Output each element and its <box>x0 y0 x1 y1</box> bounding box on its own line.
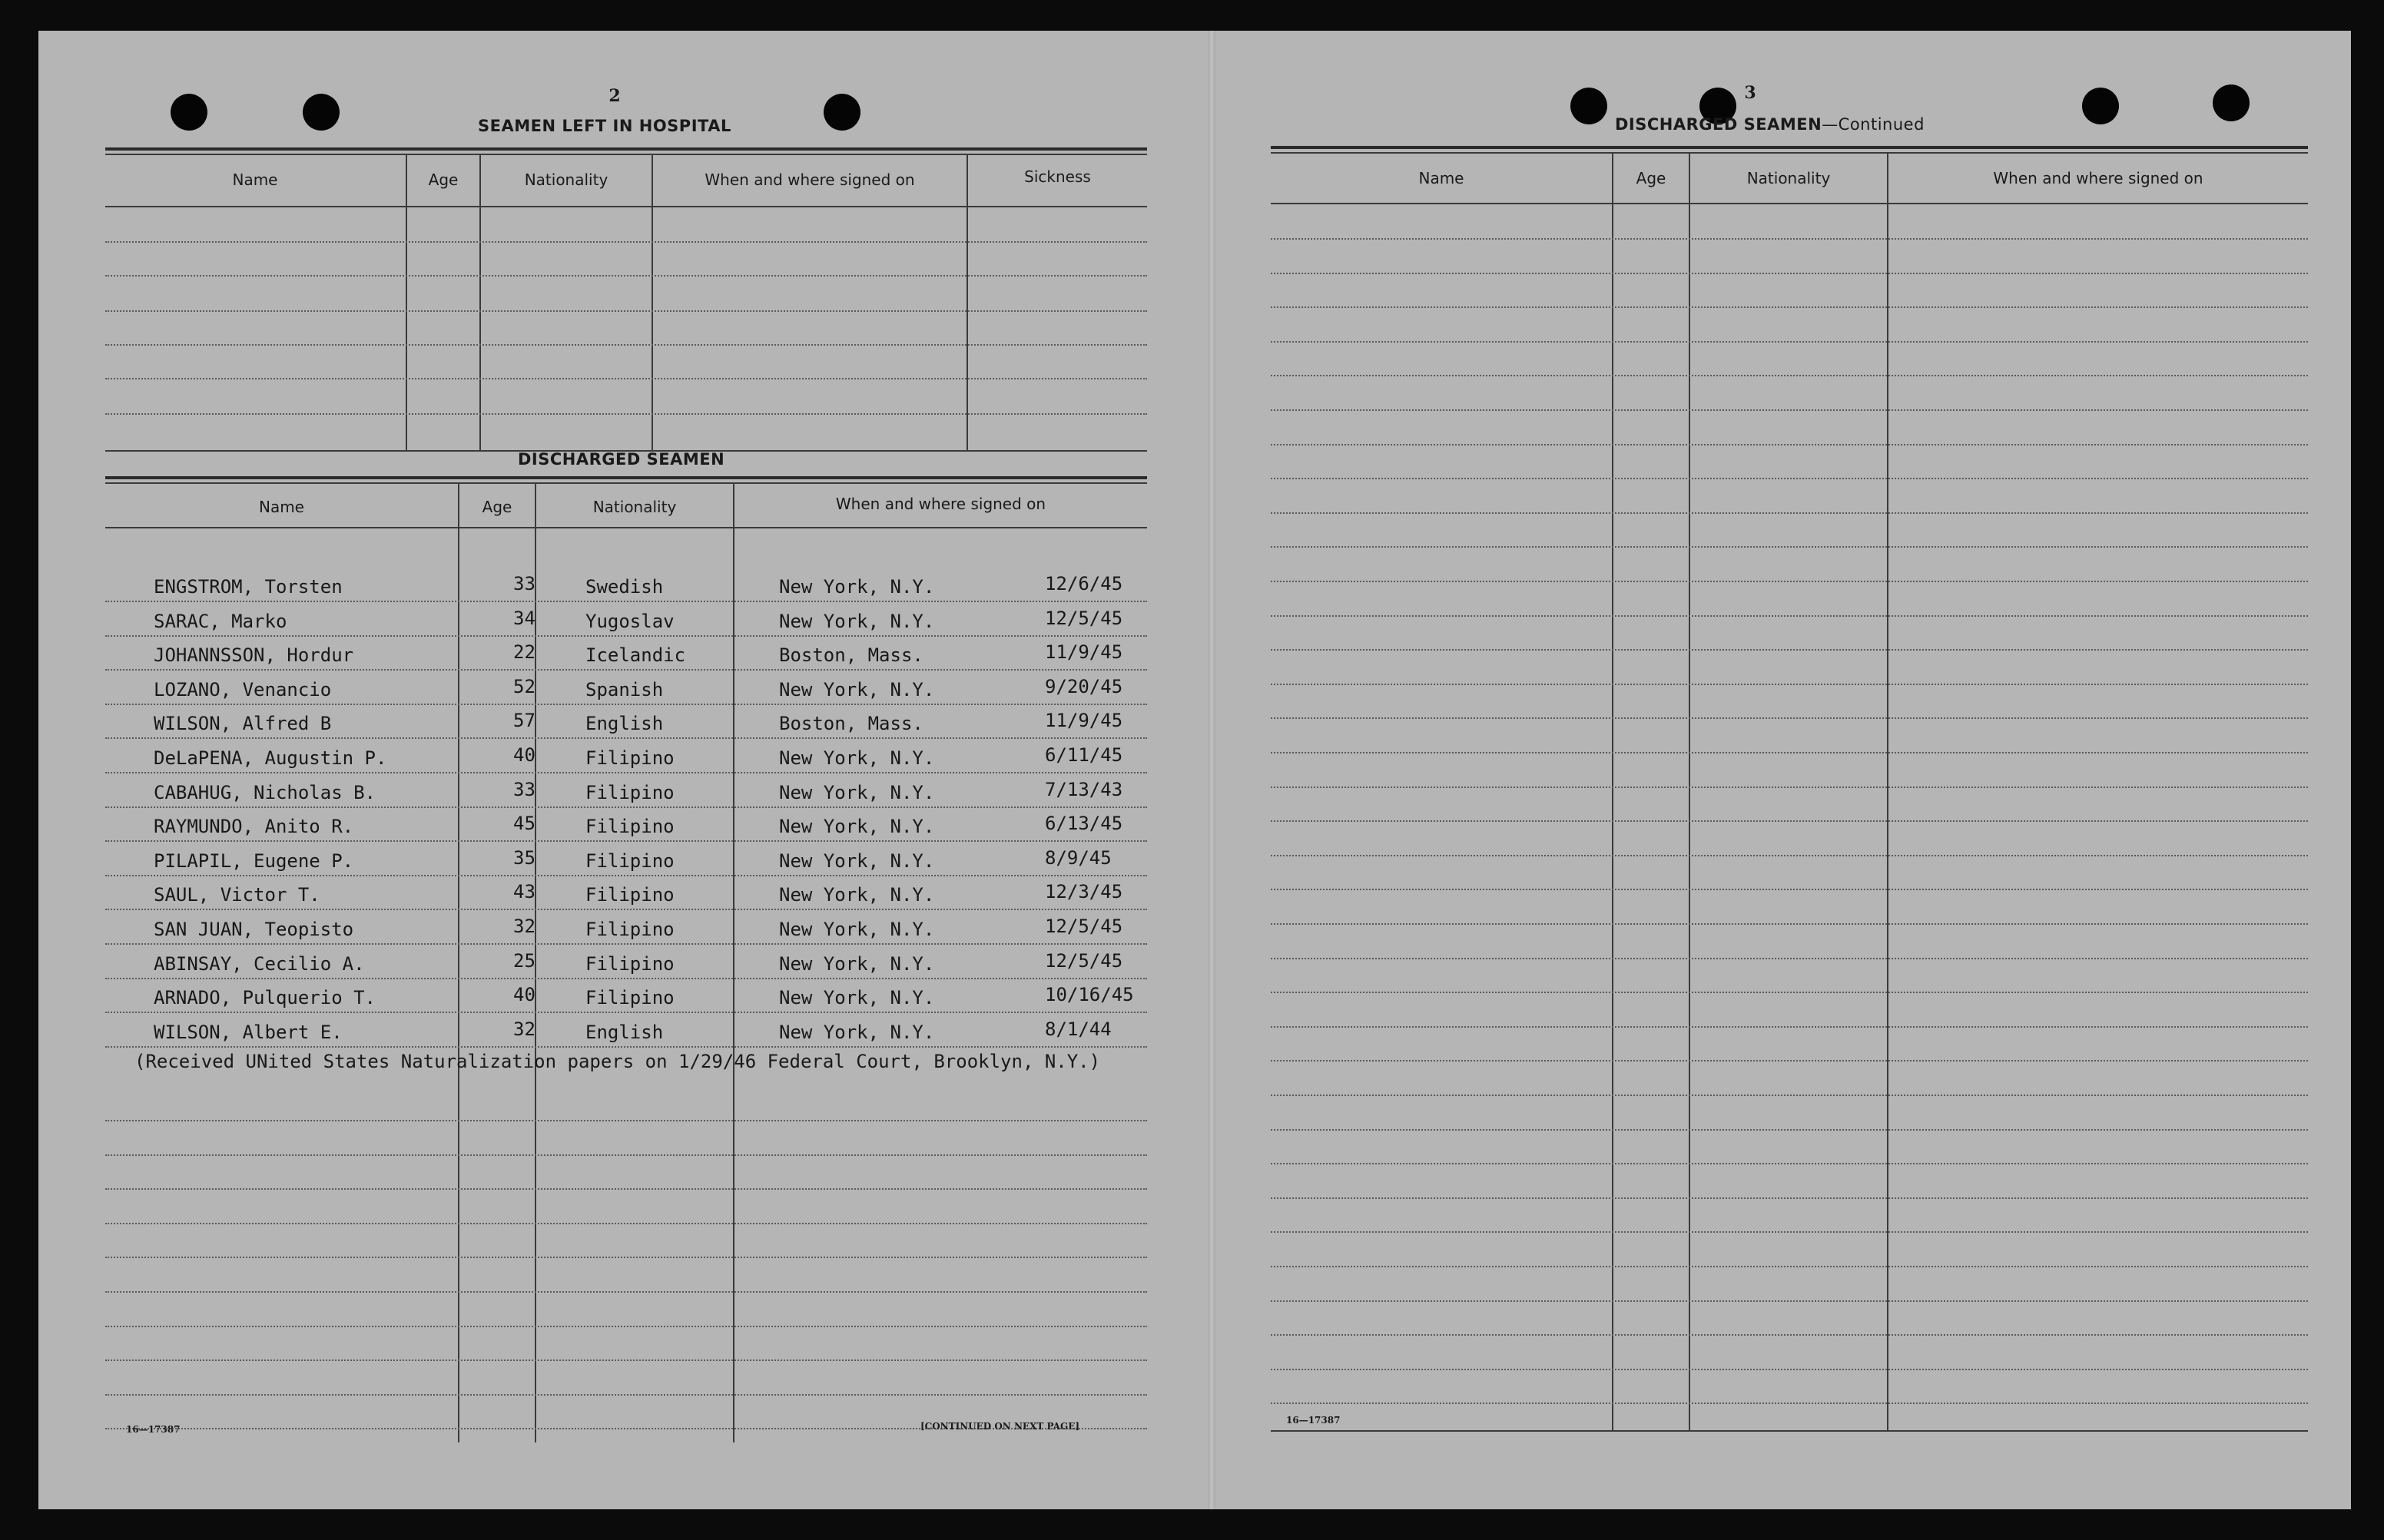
discharged-cell-age: 32 <box>513 1018 535 1040</box>
row-rule <box>105 704 1147 705</box>
discharged-cell-date: 9/20/45 <box>1045 675 1123 697</box>
right-rule <box>1271 375 2308 376</box>
right-rule <box>1271 546 2308 548</box>
right-page-number: 3 <box>1744 83 1756 103</box>
right-rule <box>1271 341 2308 343</box>
discharged-cell-date: 12/3/45 <box>1045 881 1123 903</box>
discharged-cell-age: 40 <box>513 744 535 766</box>
document-sheet <box>38 31 2351 1509</box>
discharged-cell-nationality: Filipino <box>585 781 675 803</box>
discharged-cell-place: Boston, Mass. <box>779 713 923 735</box>
right-rule <box>1271 1300 2308 1302</box>
hospital-section-title: SEAMEN LEFT IN HOSPITAL <box>478 117 731 135</box>
right-col-age: Age <box>1636 169 1666 187</box>
right-rule <box>1271 787 2308 788</box>
right-section-title <box>1615 115 1925 134</box>
discharged-cell-age: 43 <box>513 881 535 903</box>
hospital-col-nationality: Nationality <box>524 171 608 189</box>
right-rule <box>1271 444 2308 445</box>
row-rule <box>105 1012 1147 1013</box>
hospital-col-signed-on: When and where signed on <box>705 171 915 189</box>
discharged-cell-place: New York, N.Y. <box>779 678 935 700</box>
punch-hole <box>2213 84 2250 121</box>
punch-hole <box>171 94 207 131</box>
discharged-col-age: Age <box>482 498 512 516</box>
discharged-cell-name: WILSON, Alfred B <box>154 713 332 735</box>
blank-rule <box>105 1326 1147 1327</box>
discharged-cell-age: 25 <box>513 949 535 972</box>
discharged-cell-date: 12/5/45 <box>1045 949 1123 972</box>
discharged-cell-place: New York, N.Y. <box>779 987 935 1009</box>
row-rule <box>105 909 1147 910</box>
row-rule <box>105 635 1147 637</box>
discharged-cell-age: 33 <box>513 573 535 594</box>
discharged-cell-place: New York, N.Y. <box>779 816 935 838</box>
discharged-cell-date: 7/13/43 <box>1045 778 1123 800</box>
right-rule <box>1271 581 2308 582</box>
naturalization-note: (Received UNited States Naturalization papers on 1/29/46 Federal Court, Brooklyn, N.Y.) <box>134 1051 1101 1072</box>
row-rule <box>105 875 1147 876</box>
discharged-cell-name: SARAC, Marko <box>154 610 287 632</box>
discharged-cell-nationality: Icelandic <box>585 644 686 667</box>
right-rule <box>1271 923 2308 925</box>
right-section-title-suffix: —Continued <box>1822 115 1925 134</box>
blank-rule <box>105 1360 1147 1361</box>
discharged-cell-nationality: Filipino <box>585 952 675 975</box>
discharged-cell-place: New York, N.Y. <box>779 849 935 872</box>
blank-rule <box>105 1120 1147 1121</box>
right-form-number: 16—17387 <box>1286 1415 1341 1426</box>
right-rule <box>1271 273 2308 274</box>
discharged-cell-date: 10/16/45 <box>1045 984 1134 1006</box>
discharged-cell-age: 22 <box>513 641 535 664</box>
right-rule <box>1271 1334 2308 1336</box>
discharged-cell-nationality: Filipino <box>585 747 675 769</box>
right-rule <box>1271 1095 2308 1096</box>
discharged-cell-age: 45 <box>513 813 535 835</box>
right-col-name: Name <box>1418 169 1464 187</box>
discharged-cell-name: ARNADO, Pulquerio T. <box>154 987 376 1009</box>
right-rule <box>1271 717 2308 719</box>
discharged-cell-date: 11/9/45 <box>1045 710 1123 732</box>
row-rule <box>105 669 1147 671</box>
discharged-cell-nationality: Spanish <box>585 678 664 700</box>
right-rule <box>1271 1163 2308 1164</box>
discharged-col-signed-on: When and where signed on <box>835 495 1046 513</box>
discharged-cell-age: 57 <box>513 710 535 732</box>
right-rule <box>1271 889 2308 890</box>
right-rule <box>1271 1231 2308 1233</box>
row-rule <box>105 1046 1147 1048</box>
blank-rule <box>105 1291 1147 1293</box>
row-rule <box>105 806 1147 808</box>
discharged-cell-nationality: Filipino <box>585 919 675 940</box>
discharged-cell-nationality: Yugoslav <box>585 610 675 632</box>
discharged-cell-place: New York, N.Y. <box>779 884 935 906</box>
discharged-section-title: DISCHARGED SEAMEN <box>518 450 725 469</box>
right-col-nationality: Nationality <box>1746 169 1831 187</box>
punch-hole <box>303 94 340 131</box>
right-rule <box>1271 512 2308 514</box>
right-rule <box>1271 478 2308 479</box>
row-rule <box>105 601 1147 602</box>
punch-hole <box>1570 88 1607 124</box>
left-form-number: 16—17387 <box>126 1424 181 1435</box>
discharged-cell-nationality: Filipino <box>585 816 675 838</box>
row-rule <box>105 737 1147 739</box>
discharged-cell-age: 40 <box>513 984 535 1006</box>
right-rule <box>1271 649 2308 651</box>
right-rule <box>1271 306 2308 308</box>
discharged-cell-name: DeLaPENA, Augustin P. <box>154 747 387 769</box>
discharged-cell-date: 12/5/45 <box>1045 916 1123 937</box>
discharged-cell-name: CABAHUG, Nicholas B. <box>154 781 376 803</box>
discharged-cell-place: New York, N.Y. <box>779 919 935 940</box>
discharged-cell-nationality: Filipino <box>585 849 675 872</box>
right-rule <box>1271 1060 2308 1061</box>
discharged-cell-name: LOZANO, Venancio <box>154 678 332 700</box>
blank-rule <box>105 1394 1147 1396</box>
right-rule <box>1271 409 2308 411</box>
discharged-cell-name: JOHANNSSON, Hordur <box>154 644 354 667</box>
right-col-signed-on: When and where signed on <box>1993 169 2203 187</box>
right-rule <box>1271 238 2308 240</box>
discharged-cell-place: New York, N.Y. <box>779 576 935 598</box>
discharged-cell-date: 12/6/45 <box>1045 573 1123 594</box>
discharged-cell-name: SAUL, Victor T. <box>154 884 320 906</box>
discharged-cell-name: WILSON, Albert E. <box>154 1021 343 1043</box>
punch-hole <box>2082 88 2119 124</box>
hospital-col-age: Age <box>428 171 459 189</box>
punch-hole <box>824 94 860 131</box>
blank-rule <box>105 1257 1147 1258</box>
row-rule <box>105 840 1147 842</box>
discharged-cell-place: New York, N.Y. <box>779 610 935 632</box>
discharged-cell-date: 6/13/45 <box>1045 813 1123 835</box>
discharged-cell-place: New York, N.Y. <box>779 781 935 803</box>
discharged-cell-name: ENGSTROM, Torsten <box>154 576 343 598</box>
row-rule <box>105 943 1147 945</box>
discharged-cell-date: 8/9/45 <box>1045 846 1112 869</box>
right-rule <box>1271 958 2308 959</box>
discharged-col-name: Name <box>258 498 304 516</box>
right-rule <box>1271 615 2308 617</box>
discharged-cell-name: ABINSAY, Cecilio A. <box>154 952 365 975</box>
right-section-title-main: DISCHARGED SEAMEN <box>1615 115 1822 134</box>
discharged-cell-name: RAYMUNDO, Anito R. <box>154 816 354 838</box>
right-rule <box>1271 992 2308 993</box>
hospital-col-name: Name <box>232 171 278 189</box>
right-rule <box>1271 1266 2308 1267</box>
blank-rule <box>105 1188 1147 1190</box>
discharged-cell-age: 35 <box>513 846 535 869</box>
discharged-cell-nationality: Filipino <box>585 987 675 1009</box>
right-rule <box>1271 1129 2308 1131</box>
blank-rule <box>105 1223 1147 1224</box>
discharged-cell-name: PILAPIL, Eugene P. <box>154 849 354 872</box>
discharged-cell-place: New York, N.Y. <box>779 747 935 769</box>
hospital-col-sickness: Sickness <box>1024 167 1091 186</box>
discharged-cell-place: New York, N.Y. <box>779 1021 935 1043</box>
discharged-cell-date: 6/11/45 <box>1045 744 1123 766</box>
discharged-cell-nationality: Swedish <box>585 576 664 598</box>
discharged-cell-name: SAN JUAN, Teopisto <box>154 919 354 940</box>
discharged-col-nationality: Nationality <box>592 498 677 516</box>
discharged-cell-age: 34 <box>513 607 535 629</box>
right-rule <box>1271 752 2308 753</box>
right-rule <box>1271 855 2308 856</box>
center-fold <box>1208 31 1215 1509</box>
discharged-cell-place: New York, N.Y. <box>779 952 935 975</box>
right-rule <box>1271 1197 2308 1199</box>
right-rule <box>1271 684 2308 685</box>
row-rule <box>105 772 1147 773</box>
right-rule <box>1271 820 2308 822</box>
blank-rule <box>105 1154 1147 1156</box>
discharged-cell-nationality: English <box>585 713 664 735</box>
right-rule <box>1271 1369 2308 1370</box>
discharged-cell-age: 32 <box>513 916 535 937</box>
discharged-cell-age: 52 <box>513 675 535 697</box>
discharged-cell-date: 11/9/45 <box>1045 641 1123 664</box>
discharged-cell-place: Boston, Mass. <box>779 644 923 667</box>
discharged-cell-age: 33 <box>513 778 535 800</box>
discharged-cell-date: 8/1/44 <box>1045 1018 1112 1040</box>
right-rule <box>1271 1026 2308 1028</box>
continued-note: [CONTINUED ON NEXT PAGE] <box>920 1421 1080 1432</box>
discharged-cell-nationality: Filipino <box>585 884 675 906</box>
left-page-number: 2 <box>608 86 621 106</box>
discharged-cell-nationality: English <box>585 1021 664 1043</box>
discharged-cell-date: 12/5/45 <box>1045 607 1123 629</box>
right-rule <box>1271 1403 2308 1404</box>
row-rule <box>105 978 1147 979</box>
